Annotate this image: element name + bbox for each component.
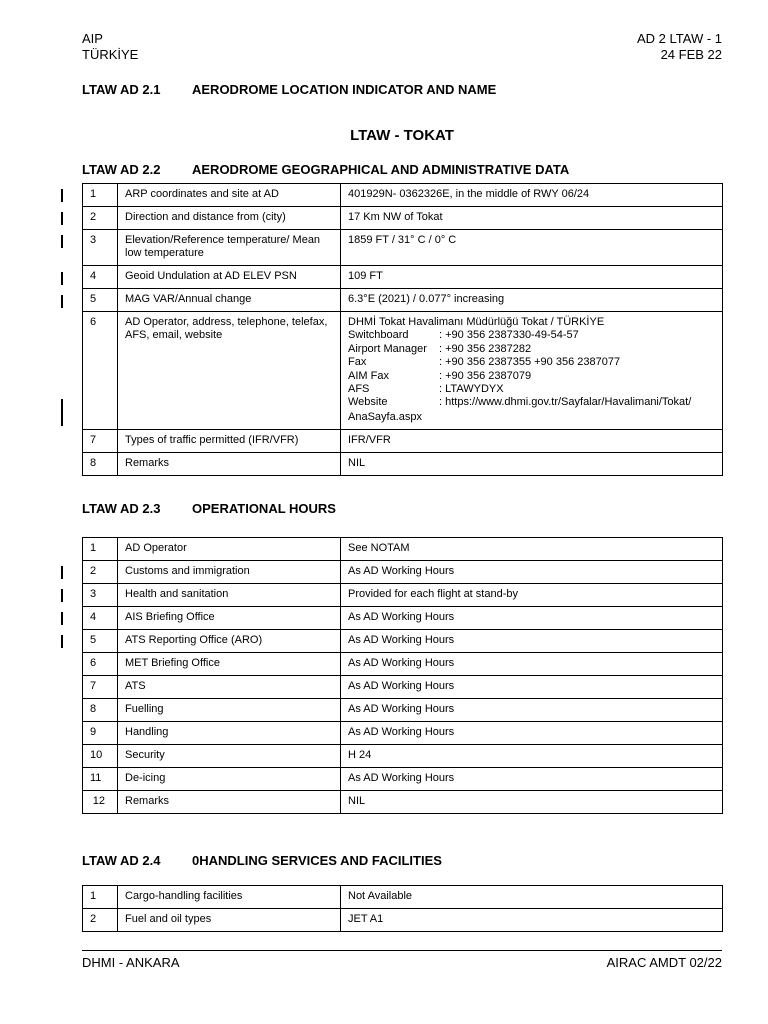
row-value: As AD Working Hours (341, 653, 723, 676)
contact-label: Switchboard (348, 329, 409, 342)
row-number: 3 (83, 584, 118, 607)
table-row (83, 722, 723, 745)
row-number: 8 (83, 699, 118, 722)
table-row (83, 453, 723, 476)
row-number: 1 (83, 886, 118, 909)
change-bar (61, 272, 63, 285)
row-item: Geoid Undulation at AD ELEV PSN (118, 266, 341, 289)
operational-hours-table (82, 537, 723, 814)
row-number: 6 (83, 653, 118, 676)
row-item: AD Operator, address, telephone, telefax, AFS, email, website (118, 312, 341, 430)
contact-label: AIM Fax (348, 369, 389, 382)
row-number: 6 (83, 312, 118, 430)
publication-label: AIP (82, 31, 103, 46)
row-item: ARP coordinates and site at AD (118, 184, 341, 207)
contact-value: : +90 356 2387079 (439, 369, 532, 382)
row-value: As AD Working Hours (341, 768, 723, 791)
row-item: Handling (118, 722, 341, 745)
table-row (83, 745, 723, 768)
change-bar (61, 566, 63, 579)
row-number: 10 (83, 745, 118, 768)
row-item: Customs and immigration (118, 561, 341, 584)
table-row (83, 653, 723, 676)
section-2-1-heading (82, 82, 496, 97)
row-value: As AD Working Hours (341, 699, 723, 722)
table-row (83, 430, 723, 453)
section-title: 0HANDLING SERVICES AND FACILITIES (192, 853, 442, 868)
row-value: NIL (341, 791, 723, 814)
row-number: 4 (83, 607, 118, 630)
table-row (83, 699, 723, 722)
row-item: Direction and distance from (city) (118, 207, 341, 230)
table-row (83, 584, 723, 607)
section-number: LTAW AD 2.2 (82, 162, 161, 177)
country-label: TÜRKİYE (82, 47, 139, 62)
change-bar (61, 235, 63, 248)
row-item: Elevation/Reference temperature/ Mean low temperature (118, 230, 341, 266)
section-title: OPERATIONAL HOURS (192, 501, 336, 516)
row-number: 7 (83, 676, 118, 699)
row-item: ATS (118, 676, 341, 699)
operator-contact-cell (341, 312, 723, 430)
row-item: Fuel and oil types (118, 909, 341, 932)
section-2-2-heading (82, 162, 569, 177)
row-value: H 24 (341, 745, 723, 768)
change-bar (61, 212, 63, 225)
row-number: 1 (83, 184, 118, 207)
header-right (637, 31, 722, 63)
row-value: 6.3°E (2021) / 0.077° increasing (341, 289, 723, 312)
row-number: 4 (83, 266, 118, 289)
row-number: 5 (83, 289, 118, 312)
section-2-4-heading (82, 853, 442, 868)
effective-date: 24 FEB 22 (660, 47, 722, 62)
change-bar (61, 589, 63, 602)
contact-label: AFS (348, 383, 370, 396)
row-number: 2 (83, 207, 118, 230)
contact-label: Website (348, 396, 388, 409)
handling-services-table (82, 885, 723, 932)
table-row (83, 676, 723, 699)
page-id: AD 2 LTAW - 1 (637, 31, 722, 46)
row-number: 9 (83, 722, 118, 745)
row-value: As AD Working Hours (341, 722, 723, 745)
table-row (83, 289, 723, 312)
row-number: 2 (83, 909, 118, 932)
row-item: Cargo-handling facilities (118, 886, 341, 909)
row-item: Remarks (118, 791, 341, 814)
row-value: 109 FT (341, 266, 723, 289)
table-row (83, 230, 723, 266)
row-item: MAG VAR/Annual change (118, 289, 341, 312)
row-number: 11 (83, 768, 118, 791)
table-row (83, 630, 723, 653)
section-number: LTAW AD 2.4 (82, 853, 161, 868)
change-bar (61, 295, 63, 308)
row-item: ATS Reporting Office (ARO) (118, 630, 341, 653)
row-value: Not Available (341, 886, 723, 909)
header-left (82, 31, 138, 63)
table-row (83, 207, 723, 230)
contact-label: Airport Manager (348, 342, 427, 355)
website-link[interactable]: : https://www.dhmi.gov.tr/Sayfalar/Havalimani/Tokat/ (439, 396, 692, 409)
table-row (83, 538, 723, 561)
table-row (83, 909, 723, 932)
row-value: As AD Working Hours (341, 561, 723, 584)
row-value: JET A1 (341, 909, 723, 932)
row-value: 17 Km NW of Tokat (341, 207, 723, 230)
change-bar (61, 635, 63, 648)
row-item: Health and sanitation (118, 584, 341, 607)
footer-publisher: DHMI - ANKARA (82, 955, 180, 970)
change-bar (61, 612, 63, 625)
row-number: 8 (83, 453, 118, 476)
change-bar (61, 189, 63, 202)
row-item: Fuelling (118, 699, 341, 722)
aerodrome-name-title: LTAW - TOKAT (350, 127, 454, 144)
section-title: AERODROME GEOGRAPHICAL AND ADMINISTRATIVE DATA (192, 162, 570, 177)
table-row (83, 607, 723, 630)
table-row (83, 184, 723, 207)
row-item: MET Briefing Office (118, 653, 341, 676)
row-value: Provided for each flight at stand-by (341, 584, 723, 607)
section-number: LTAW AD 2.3 (82, 501, 161, 516)
row-value: IFR/VFR (341, 430, 723, 453)
row-item: Types of traffic permitted (IFR/VFR) (118, 430, 341, 453)
row-value: 1859 FT / 31° C / 0° C (341, 230, 723, 266)
row-item: De-icing (118, 768, 341, 791)
table-row (83, 266, 723, 289)
row-item: Security (118, 745, 341, 768)
contact-value: : +90 356 2387282 (439, 342, 532, 355)
row-value: As AD Working Hours (341, 630, 723, 653)
contact-label: Fax (348, 356, 367, 369)
operator-name: DHMİ Tokat Havalimanı Müdürlüğü Tokat / TÜRKİYE (348, 316, 605, 328)
row-number: 1 (83, 538, 118, 561)
section-2-3-heading (82, 501, 336, 516)
section-title: AERODROME LOCATION INDICATOR AND NAME (192, 82, 497, 97)
contact-value: : +90 356 2387355 +90 356 2387077 (439, 356, 621, 369)
table-row (83, 791, 723, 814)
website-link-continuation[interactable]: AnaSayfa.aspx (348, 410, 422, 423)
row-number: 7 (83, 430, 118, 453)
row-item: Remarks (118, 453, 341, 476)
geographical-admin-data-table (82, 183, 723, 476)
row-number: 5 (83, 630, 118, 653)
row-item: AD Operator (118, 538, 341, 561)
row-item: AIS Briefing Office (118, 607, 341, 630)
table-row (83, 886, 723, 909)
table-row (83, 312, 723, 430)
row-value: NIL (341, 453, 723, 476)
contact-list (348, 329, 716, 409)
section-number: LTAW AD 2.1 (82, 82, 161, 97)
footer-divider (82, 950, 722, 951)
row-value: 401929N- 0362326E, in the middle of RWY 06/24 (341, 184, 723, 207)
row-number: 3 (83, 230, 118, 266)
row-value: As AD Working Hours (341, 607, 723, 630)
row-number: 2 (83, 561, 118, 584)
row-value: As AD Working Hours (341, 676, 723, 699)
contact-value: : LTAWYDYX (439, 383, 504, 396)
footer-amendment: AIRAC AMDT 02/22 (606, 955, 722, 970)
table-row (83, 768, 723, 791)
table-row (83, 561, 723, 584)
row-value: See NOTAM (341, 538, 723, 561)
change-bar (61, 399, 63, 426)
row-number: 12 (83, 791, 118, 814)
contact-value: : +90 356 2387330-49-54-57 (439, 329, 579, 342)
